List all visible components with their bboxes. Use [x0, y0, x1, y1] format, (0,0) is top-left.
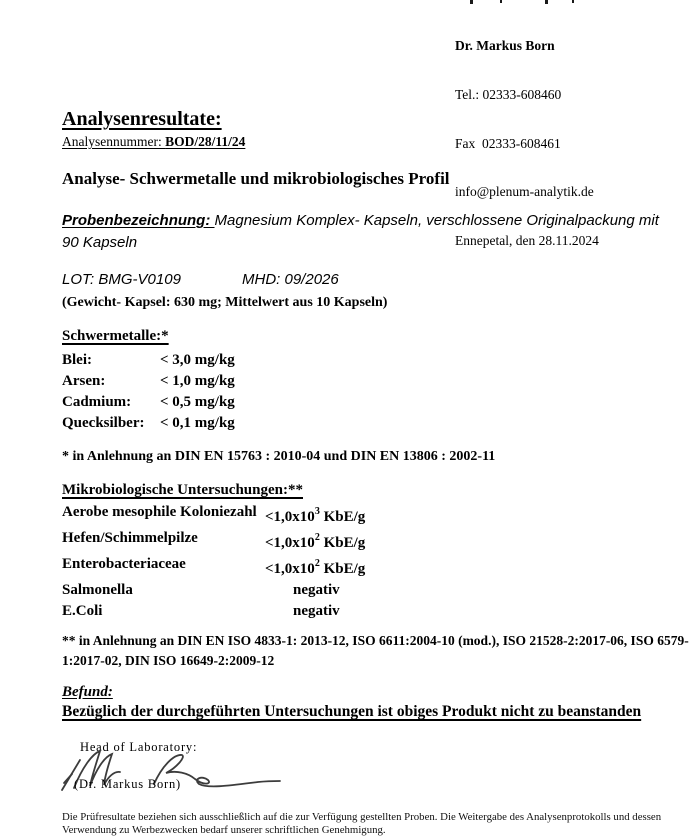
- metal-name: Blei:: [62, 352, 92, 368]
- micro-value: negativ: [293, 582, 340, 598]
- contact-email: info@plenum-analytik.de: [455, 184, 594, 200]
- micro-name: Hefen/Schimmelpilze: [62, 530, 198, 546]
- sample-label: Probenbezeichnung:: [62, 212, 215, 229]
- micro-unit: KbE/g: [319, 509, 366, 525]
- metal-name: Arsen:: [62, 373, 106, 389]
- footer-disclaimer: Die Prüfresultate beziehen sich ausschließlich auf die zur Verfügung gestellten Proben. Die Weitergabe des Analysenprotokolls und dessen Verwendung zu Werbezwecken bedarf unserer schriftlichen Genehmigung.: [62, 811, 662, 837]
- micro-value: negativ: [293, 603, 340, 619]
- metal-value: < 1,0 mg/kg: [160, 373, 235, 389]
- clipped-line-fragment: [470, 0, 473, 4]
- metal-value: < 3,0 mg/kg: [160, 352, 235, 368]
- microbiology-heading: Mikrobiologische Untersuchungen:**: [62, 482, 303, 498]
- mhd-value: MHD: 09/2026: [242, 271, 339, 288]
- clipped-line-fragment: [500, 0, 502, 3]
- lot-value: LOT: BMG-V0109: [62, 271, 181, 288]
- micro-value: $<1,0x10^2$ KbE/g: [265, 532, 366, 551]
- signature-block: [62, 740, 677, 798]
- micro-name: Aerobe mesophile Koloniezahl: [62, 504, 257, 520]
- report-subtitle: Analyse- Schwermetalle und mikrobiologisches Profil: [62, 169, 450, 188]
- table-row: [62, 350, 677, 371]
- metal-value: < 0,5 mg/kg: [160, 394, 235, 410]
- heavy-metals-heading: Schwermetalle:*: [62, 328, 169, 344]
- signature-name: (Dr. Markus Born): [74, 777, 181, 791]
- heavy-metals-footnote: * in Anlehnung an DIN EN 15763 : 2010-04 und DIN EN 13806 : 2002-11: [62, 449, 496, 464]
- clipped-line-fragment: [572, 0, 574, 3]
- befund-text: Bezüglich der durchgeführten Untersuchungen ist obiges Produkt nicht zu beanstanden: [62, 703, 642, 720]
- microbiology-footnote: ** in Anlehnung an DIN EN ISO 4833-1: 2013-12, ISO 6611:2004-10 (mod.), ISO 21528-2:2017-06, ISO 6579-1:2017-02, DIN ISO 16649-2:2009-12: [62, 633, 689, 668]
- capsule-weight-note: (Gewicht- Kapsel: 630 mg; Mittelwert aus 10 Kapseln): [62, 295, 388, 310]
- micro-name: E.Coli: [62, 603, 103, 619]
- table-row: [62, 502, 677, 528]
- table-row: [62, 371, 677, 392]
- exponent: 2: [314, 532, 320, 543]
- metal-name: Cadmium:: [62, 394, 132, 410]
- analysis-number-value: BOD/28/11/24: [165, 134, 246, 149]
- table-row: [62, 392, 677, 413]
- contact-name: Dr. Markus Born: [455, 38, 555, 54]
- lot-mhd-row: [62, 271, 677, 288]
- signature-role: Head of Laboratory:: [80, 740, 198, 754]
- micro-name: Salmonella: [62, 582, 133, 598]
- clipped-line-fragment: [545, 0, 548, 4]
- metal-value: < 0,1 mg/kg: [160, 415, 235, 431]
- micro-unit: KbE/g: [319, 535, 366, 551]
- metal-name: Quecksilber:: [62, 415, 145, 431]
- analysis-number: [62, 134, 677, 150]
- table-row: [62, 528, 677, 554]
- table-row: [62, 580, 677, 601]
- contact-fax: Fax 02333-608461: [455, 135, 561, 151]
- microbiology-table: [62, 502, 677, 622]
- micro-unit: KbE/g: [319, 561, 366, 577]
- micro-name: Enterobacteriaceae: [62, 556, 186, 572]
- table-row: [62, 413, 677, 434]
- heavy-metals-table: [62, 350, 677, 434]
- micro-value: $<1,0x10^2$ KbE/g: [265, 558, 366, 577]
- table-row: [62, 601, 677, 622]
- exponent: 3: [314, 506, 320, 517]
- report-body: [62, 104, 689, 837]
- contact-tel: Tel.: 02333-608460: [455, 87, 562, 103]
- sample-text: Magnesium Komplex- Kapseln, verschlossene Originalpackung mit 90 Kapseln: [62, 212, 659, 251]
- sample-description: [62, 210, 677, 254]
- analysis-number-label: Analysennummer:: [62, 134, 166, 149]
- exponent: 2: [314, 558, 320, 569]
- befund-label: Befund:: [62, 684, 113, 700]
- micro-value: $<1,0x10^3$ KbE/g: [265, 506, 366, 525]
- contact-place-date: Ennepetal, den 28.11.2024: [455, 232, 599, 248]
- page-title: Analysenresultate:: [62, 108, 222, 130]
- table-row: [62, 554, 677, 580]
